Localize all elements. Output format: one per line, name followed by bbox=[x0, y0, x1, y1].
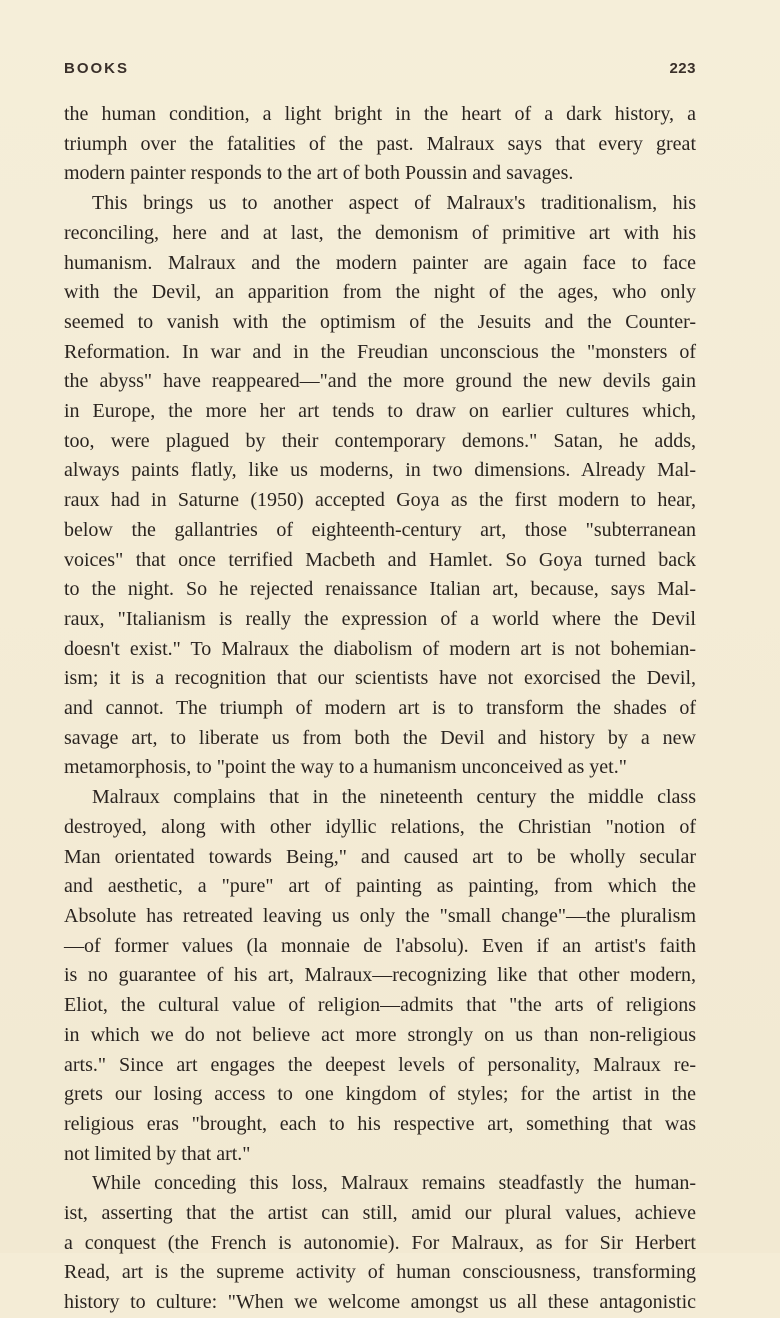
text-line: below the gallantries of eighteenth-century art, those "subterranean bbox=[64, 518, 696, 541]
paragraph bbox=[64, 1169, 696, 1318]
text-line: too, were plagued by their contemporary demons." Satan, he adds, bbox=[64, 429, 696, 452]
text-line: religious eras "brought, each to his respective art, something that was bbox=[64, 1112, 696, 1135]
text-line: in which we do not believe act more strongly on us than non-religious bbox=[64, 1023, 696, 1046]
text-line: —of former values (la monnaie de l'absolu). Even if an artist's faith bbox=[64, 934, 696, 957]
text-line: triumph over the fatalities of the past. Malraux says that every great bbox=[64, 132, 696, 155]
paragraph bbox=[64, 783, 696, 1169]
paragraph bbox=[64, 189, 696, 783]
running-head bbox=[64, 60, 696, 77]
text-line: Reformation. In war and in the Freudian unconscious the "monsters of bbox=[64, 340, 696, 363]
text-line: seemed to vanish with the optimism of the Jesuits and the Counter- bbox=[64, 310, 696, 333]
text-line: history to culture: "When we welcome amongst us all these antagonistic bbox=[64, 1291, 696, 1314]
text-line: savage art, to liberate us from both the Devil and history by a new bbox=[64, 726, 696, 749]
text-line: Read, art is the supreme activity of human consciousness, transforming bbox=[64, 1261, 696, 1284]
text-line: to the night. So he rejected renaissance Italian art, because, says Mal- bbox=[64, 578, 696, 601]
text-line: raux, "Italianism is really the expression of a world where the Devil bbox=[64, 607, 696, 630]
text-line: destroyed, along with other idyllic relations, the Christian "notion of bbox=[64, 815, 696, 838]
text-line: grets our losing access to one kingdom of styles; for the artist in the bbox=[64, 1083, 696, 1106]
text-line: modern painter responds to the art of both Poussin and savages. bbox=[64, 162, 574, 185]
text-line: and cannot. The triumph of modern art is to transform the shades of bbox=[64, 697, 696, 720]
text-line: metamorphosis, to "point the way to a humanism unconceived as yet." bbox=[64, 756, 627, 779]
text-line: arts." Since art engages the deepest levels of personality, Malraux re- bbox=[64, 1053, 696, 1076]
running-title: BOOKS bbox=[64, 60, 130, 77]
text-line: and aesthetic, a "pure" art of painting as painting, from which the bbox=[64, 875, 696, 898]
text-line: doesn't exist." To Malraux the diabolism of modern art is not bohemian- bbox=[64, 637, 696, 660]
text-line: This brings us to another aspect of Malraux's traditionalism, his bbox=[92, 192, 696, 215]
page-number: 223 bbox=[669, 60, 696, 77]
text-line: in Europe, the more her art tends to draw on earlier cultures which, bbox=[64, 400, 696, 423]
text-line: humanism. Malraux and the modern painter are again face to face bbox=[64, 251, 696, 274]
text-line: Absolute has retreated leaving us only the "small change"—the pluralism bbox=[64, 904, 696, 927]
text-line: a conquest (the French is autonomie). For Malraux, as for Sir Herbert bbox=[64, 1231, 696, 1254]
text-line: always paints flatly, like us moderns, in two dimensions. Already Mal- bbox=[64, 459, 696, 482]
text-line: the human condition, a light bright in the heart of a dark history, a bbox=[64, 103, 696, 125]
text-line: the abyss" have reappeared—"and the more ground the new devils gain bbox=[64, 370, 696, 393]
text-line: is no guarantee of his art, Malraux—recognizing like that other modern, bbox=[64, 964, 696, 987]
text-line: with the Devil, an apparition from the night of the ages, who only bbox=[64, 281, 696, 304]
text-line: Eliot, the cultural value of religion—admits that "the arts of religions bbox=[64, 994, 696, 1017]
text-line: ist, asserting that the artist can still, amid our plural values, achieve bbox=[64, 1202, 696, 1225]
text-line: raux had in Saturne (1950) accepted Goya as the first modern to hear, bbox=[64, 489, 696, 512]
body-text bbox=[64, 100, 696, 1318]
text-line: Malraux complains that in the nineteenth century the middle class bbox=[92, 786, 696, 809]
text-line: voices" that once terrified Macbeth and Hamlet. So Goya turned back bbox=[64, 548, 696, 571]
paragraph bbox=[64, 100, 696, 189]
text-line: While conceding this loss, Malraux remains steadfastly the human- bbox=[92, 1172, 696, 1195]
text-line: ism; it is a recognition that our scientists have not exorcised the Devil, bbox=[64, 667, 696, 690]
text-line: reconciling, here and at last, the demonism of primitive art with his bbox=[64, 221, 696, 244]
text-line: not limited by that art." bbox=[64, 1142, 251, 1165]
text-line: Man orientated towards Being," and caused art to be wholly secular bbox=[64, 845, 696, 868]
